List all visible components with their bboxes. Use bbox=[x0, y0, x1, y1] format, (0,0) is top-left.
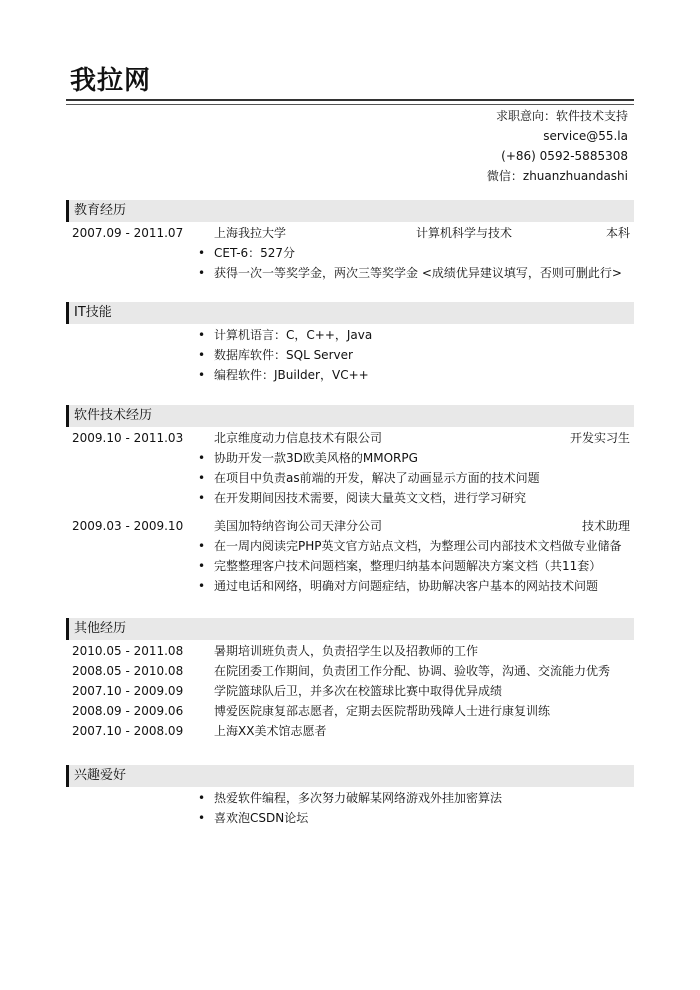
experience-row bbox=[66, 701, 634, 721]
job-role: 技术助理 bbox=[581, 519, 630, 533]
experience-desc: 暑期培训班负责人，负责招学生以及招教师的工作 bbox=[214, 644, 479, 658]
education-school: 上海我拉大学 bbox=[214, 226, 287, 240]
job-bullets bbox=[66, 448, 634, 508]
education-major: 计算机科学与技术 bbox=[416, 226, 513, 240]
skills-bullets bbox=[66, 325, 634, 385]
job-row bbox=[66, 516, 634, 536]
job-role: 开发实习生 bbox=[569, 431, 630, 445]
experience-desc: 学院篮球队后卫，并多次在校篮球比赛中取得优异成绩 bbox=[214, 684, 503, 698]
education-date: 2007.09 - 2011.07 bbox=[72, 226, 184, 240]
job-date: 2009.03 - 2009.10 bbox=[72, 519, 184, 533]
section-title-work: 软件技术经历 bbox=[66, 405, 634, 427]
experience-date: 2007.10 - 2008.09 bbox=[72, 724, 184, 738]
education-row bbox=[66, 223, 634, 243]
work-section bbox=[66, 405, 634, 596]
header-rule-thick bbox=[66, 99, 634, 101]
list-item: • CET-6：527分 bbox=[66, 243, 634, 263]
job-row bbox=[66, 428, 634, 448]
experience-date: 2010.05 - 2011.08 bbox=[72, 644, 184, 658]
resume-name: 我拉网 bbox=[70, 66, 152, 96]
experience-desc: 在院团委工作期间，负责团工作分配、协调、验收等，沟通、交流能力优秀 bbox=[214, 664, 611, 678]
list-item: • 完整整理客户技术问题档案，整理归纳基本问题解决方案文档（共11套） bbox=[66, 556, 634, 576]
section-title-other: 其他经历 bbox=[66, 618, 634, 640]
experience-date: 2007.10 - 2009.09 bbox=[72, 684, 184, 698]
list-item: • 喜欢泡CSDN论坛 bbox=[66, 808, 634, 828]
list-item: • 热爱软件编程，多次努力破解某网络游戏外挂加密算法 bbox=[66, 788, 634, 808]
hobbies-section bbox=[66, 765, 634, 828]
education-bullets bbox=[66, 243, 634, 283]
experience-desc: 上海XX美术馆志愿者 bbox=[214, 724, 327, 738]
other-section bbox=[66, 618, 634, 741]
job-objective: 求职意向：软件技术支持 bbox=[495, 109, 628, 123]
experience-row bbox=[66, 661, 634, 681]
section-title-skills: IT技能 bbox=[66, 302, 634, 324]
experience-row bbox=[66, 721, 634, 741]
list-item: • 在一周内阅读完PHP英文官方站点文档，为整理公司内部技术文档做专业储备 bbox=[66, 536, 634, 556]
list-item: • 数据库软件：SQL Server bbox=[66, 345, 634, 365]
education-section bbox=[66, 200, 634, 283]
list-item: • 编程软件：JBuilder，VC++ bbox=[66, 365, 634, 385]
section-title-hobbies: 兴趣爱好 bbox=[66, 765, 634, 787]
job-company: 美国加特纳咨询公司天津分公司 bbox=[214, 519, 383, 533]
email: service@55.la bbox=[543, 129, 628, 143]
skills-section bbox=[66, 302, 634, 385]
list-item: • 获得一次一等奖学金，两次三等奖学金 <成绩优异建议填写，否则可删此行> bbox=[66, 263, 634, 283]
experience-date: 2008.05 - 2010.08 bbox=[72, 664, 184, 678]
list-item: • 在项目中负责as前端的开发，解决了动画显示方面的技术问题 bbox=[66, 468, 634, 488]
wechat: 微信：zhuanzhuandashi bbox=[486, 169, 628, 183]
list-item: • 通过电话和网络，明确对方问题症结，协助解决客户基本的网站技术问题 bbox=[66, 576, 634, 596]
education-degree: 本科 bbox=[605, 226, 630, 240]
header-rule-thin bbox=[66, 104, 634, 105]
job-bullets bbox=[66, 536, 634, 596]
experience-row bbox=[66, 641, 634, 661]
hobbies-bullets bbox=[66, 788, 634, 828]
job-company: 北京维度动力信息技术有限公司 bbox=[214, 431, 383, 445]
contact-block bbox=[487, 106, 628, 186]
experience-row bbox=[66, 681, 634, 701]
section-title-education: 教育经历 bbox=[66, 200, 634, 222]
phone: (+86) 0592-5885308 bbox=[501, 149, 628, 163]
list-item: • 计算机语言：C，C++，Java bbox=[66, 325, 634, 345]
experience-desc: 博爱医院康复部志愿者，定期去医院帮助残障人士进行康复训练 bbox=[214, 704, 551, 718]
experience-date: 2008.09 - 2009.06 bbox=[72, 704, 184, 718]
job-date: 2009.10 - 2011.03 bbox=[72, 431, 184, 445]
list-item: • 在开发期间因技术需要，阅读大量英文文档，进行学习研究 bbox=[66, 488, 634, 508]
list-item: • 协助开发一款3D欧美风格的MMORPG bbox=[66, 448, 634, 468]
